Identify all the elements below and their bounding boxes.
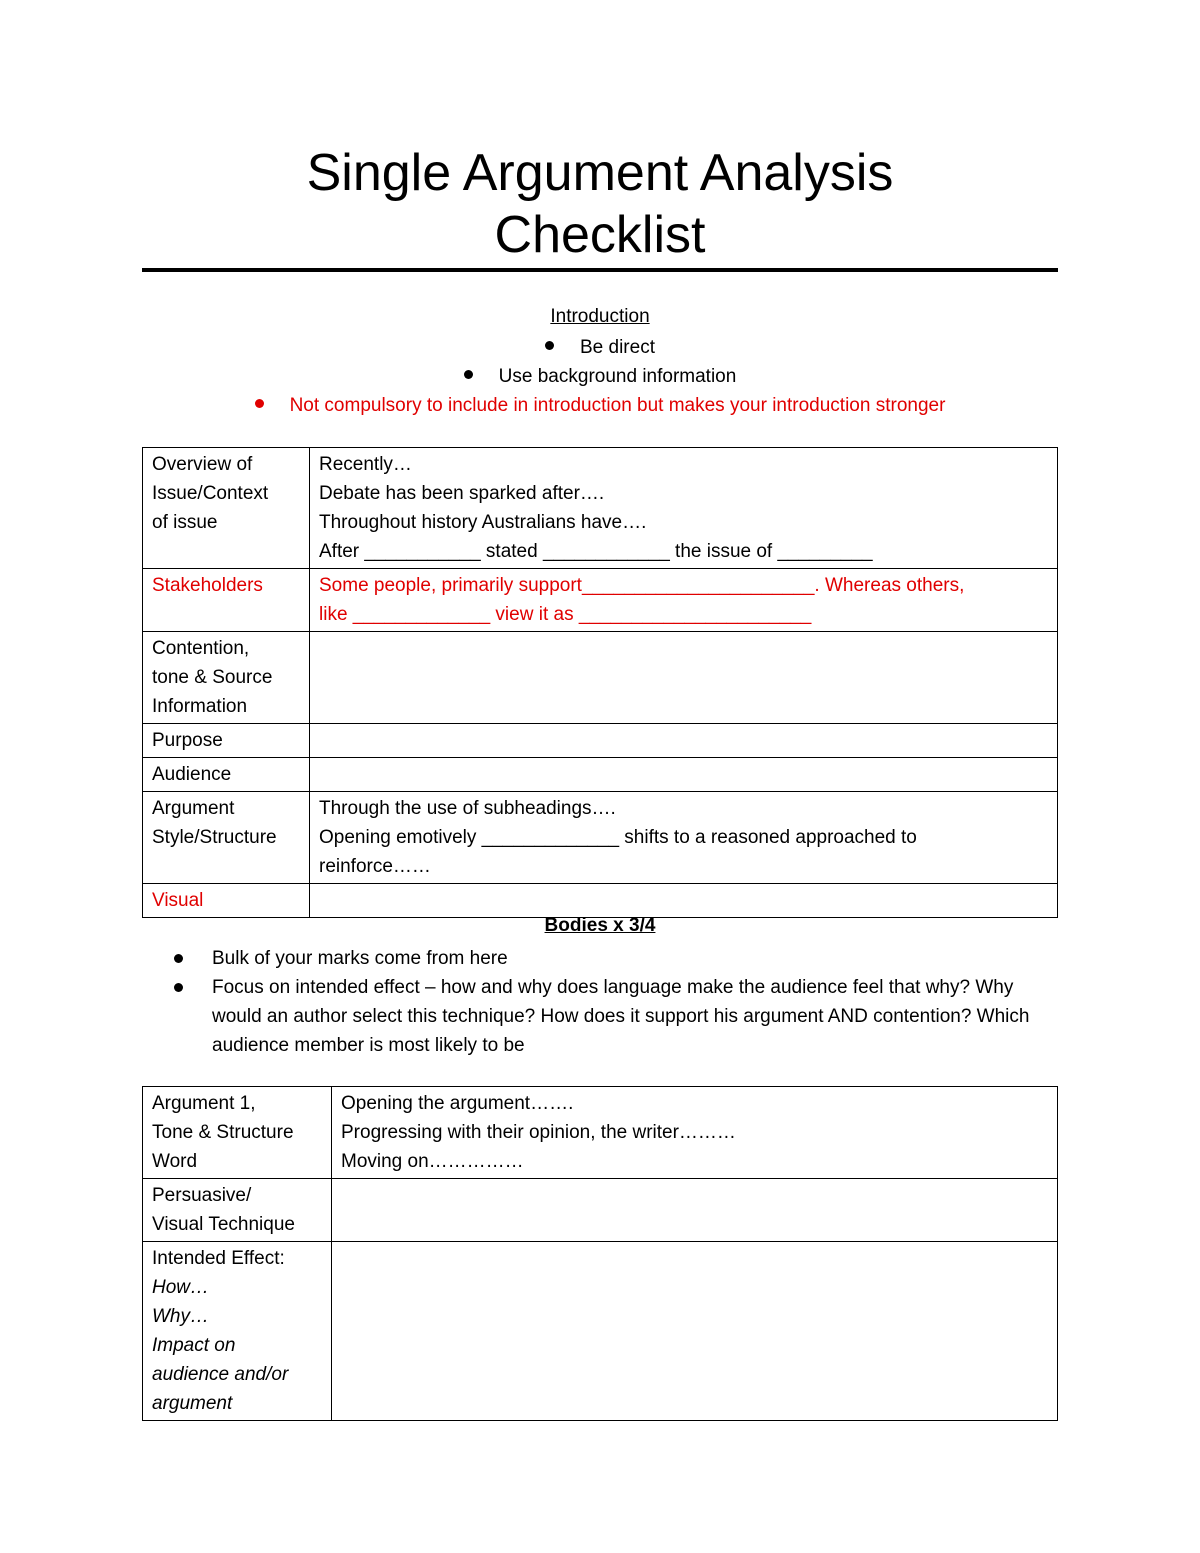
table-row	[143, 448, 1058, 569]
list-item: Be direct	[142, 333, 1058, 362]
row-content[interactable]: Opening the argument……. Progressing with their opinion, the writer……… Moving on……………	[332, 1087, 1058, 1179]
row-label: Stakeholders	[143, 569, 310, 632]
bullet-icon	[255, 399, 264, 408]
bullet-icon	[464, 370, 473, 379]
row-content[interactable]: Some people, primarily support______________________. Whereas others, like _____________ view it as ______________________	[310, 569, 1058, 632]
table-row	[143, 1179, 1058, 1242]
row-label: Argument 1, Tone & Structure Word	[143, 1087, 332, 1179]
list-item: Use background information	[142, 362, 1058, 391]
row-label: Purpose	[143, 724, 310, 758]
bodies-list	[170, 944, 1030, 1060]
bullet-icon	[174, 954, 183, 963]
row-content[interactable]: Recently… Debate has been sparked after…. Throughout history Australians have…. After ___________ stated ____________ the issue of _________	[310, 448, 1058, 569]
table-row	[143, 569, 1058, 632]
table-row	[143, 1242, 1058, 1421]
title-line-2: Checklist	[494, 206, 706, 264]
introduction-heading: Introduction	[550, 306, 650, 327]
table-row	[143, 632, 1058, 724]
title-line-1: Single Argument Analysis	[306, 144, 894, 202]
table-row	[143, 1087, 1058, 1179]
introduction-list	[142, 333, 1058, 420]
table-row	[143, 724, 1058, 758]
list-item: Bulk of your marks come from here	[170, 944, 1030, 973]
row-content[interactable]	[332, 1179, 1058, 1242]
bullet-icon	[545, 341, 554, 350]
row-content[interactable]	[310, 724, 1058, 758]
row-label: Overview of Issue/Context of issue	[143, 448, 310, 569]
row-content[interactable]: Through the use of subheadings…. Opening emotively _____________ shifts to a reasoned approached to reinforce……	[310, 792, 1058, 884]
table-row	[143, 792, 1058, 884]
row-label: Persuasive/ Visual Technique	[143, 1179, 332, 1242]
row-label: Argument Style/Structure	[143, 792, 310, 884]
bullet-icon	[174, 983, 183, 992]
list-item: Not compulsory to include in introduction but makes your introduction stronger	[142, 391, 1058, 420]
row-label: Audience	[143, 758, 310, 792]
row-label: Visual	[143, 884, 310, 918]
table-row	[143, 884, 1058, 918]
list-item: Focus on intended effect – how and why does language make the audience feel that why? Why would an author select this technique? How does it support his argument AND contention? Which audience member is most likely to be	[170, 973, 1030, 1060]
row-content[interactable]	[310, 632, 1058, 724]
title-divider	[142, 268, 1058, 272]
row-label: Contention, tone & Source Information	[143, 632, 310, 724]
bodies-heading: Bodies x 3/4	[544, 915, 656, 936]
body-table	[142, 1086, 1058, 1421]
table-row	[143, 758, 1058, 792]
row-content[interactable]	[310, 758, 1058, 792]
page-title	[142, 142, 1058, 266]
introduction-table	[142, 447, 1058, 918]
row-content[interactable]	[332, 1242, 1058, 1421]
row-content[interactable]	[310, 884, 1058, 918]
row-label: Intended Effect: How… Why… Impact on audience and/or argument	[143, 1242, 332, 1421]
